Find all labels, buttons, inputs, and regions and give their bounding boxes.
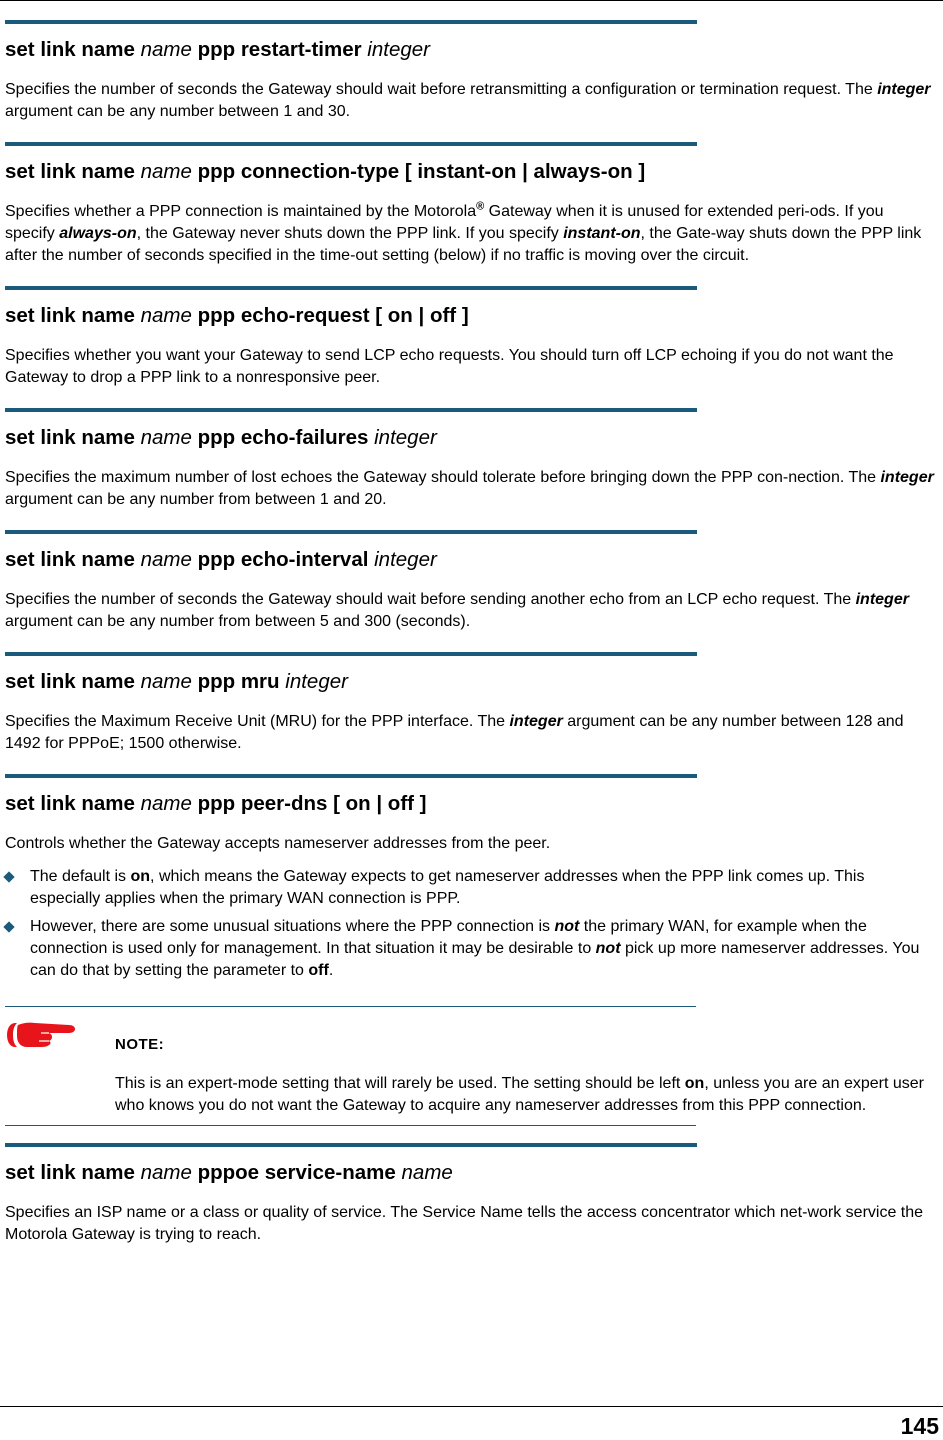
note-bottom-line — [5, 1125, 696, 1126]
command-description: Specifies the number of seconds the Gateway should wait before sending another echo from an LCP echo request. The integer argument can be any number from between 5 and 300 (seconds). — [5, 591, 909, 630]
section-ppp-connection-type — [5, 142, 937, 267]
note-label: NOTE: — [115, 1036, 165, 1053]
page-content — [5, 20, 937, 1265]
list-item: However, there are some unusual situations where the PPP connection is not the primary WAN, for example when the connection is used only for management. In that situation it may be desirable to not pick up more nameserver addresses. You can do that by setting the parameter to off. — [5, 916, 937, 982]
section-ppp-peer-dns — [5, 774, 937, 1143]
section-ppp-mru — [5, 652, 937, 755]
command-heading: set link name name pppoe service-name name — [5, 1161, 453, 1184]
command-heading: set link name name ppp echo-failures integer — [5, 426, 437, 449]
section-rule — [5, 530, 697, 534]
command-description: Specifies the number of seconds the Gateway should wait before retransmitting a configuration or termination request. The integer argument can be any number between 1 and 30. — [5, 81, 931, 120]
command-heading: set link name name ppp peer-dns [ on | off ] — [5, 792, 427, 815]
note-text: This is an expert-mode setting that will rarely be used. The setting should be left on, unless you are an expert user who knows you do not want the Gateway to acquire any nameserver addresses from this PPP connection. — [115, 1075, 925, 1114]
command-heading: set link name name ppp connection-type [ instant-on | always-on ] — [5, 160, 646, 183]
diamond-bullet-icon — [3, 921, 14, 932]
section-ppp-echo-request — [5, 286, 937, 389]
command-description: Specifies the maximum number of lost echoes the Gateway should tolerate before bringing down the PPP con-nection. The integer argument can be any number from between 1 and 20. — [5, 469, 934, 508]
command-heading: set link name name ppp mru integer — [5, 670, 348, 693]
section-rule — [5, 408, 697, 412]
section-pppoe-service-name — [5, 1143, 937, 1246]
section-ppp-echo-interval — [5, 530, 937, 633]
section-rule — [5, 774, 697, 778]
note-box — [5, 1006, 937, 1126]
command-description: Controls whether the Gateway accepts nameserver addresses from the peer. — [5, 835, 551, 852]
diamond-bullet-icon — [3, 871, 14, 882]
section-rule — [5, 1143, 697, 1147]
top-border — [0, 0, 943, 1]
list-item: The default is on, which means the Gateway expects to get nameserver addresses when the PPP link comes up. This especially applies when the primary WAN connection is PPP. — [5, 866, 937, 910]
note-body — [5, 1007, 937, 1117]
pointing-hand-icon — [5, 1019, 77, 1049]
command-description: Specifies whether a PPP connection is maintained by the Motorola® Gateway when it is unused for extended peri-ods. If you specify always-on, the Gateway never shuts down the PPP link. If you specify instant-on, the Gate-way shuts down the PPP link after the number of seconds specified in the time-out setting (below) if no traffic is moving over the circuit. — [5, 200, 922, 264]
bullet-list — [5, 866, 937, 982]
footer-rule — [0, 1406, 943, 1407]
section-rule — [5, 142, 697, 146]
section-rule — [5, 652, 697, 656]
command-description: Specifies an ISP name or a class or quality of service. The Service Name tells the access concentrator which net-work service the Motorola Gateway is trying to reach. — [5, 1204, 924, 1243]
section-rule — [5, 20, 697, 24]
section-ppp-restart-timer — [5, 20, 937, 123]
command-description: Specifies whether you want your Gateway to send LCP echo requests. You should turn off LCP echoing if you do not want the Gateway to drop a PPP link to a nonresponsive peer. — [5, 347, 894, 386]
command-description: Specifies the Maximum Receive Unit (MRU) for the PPP interface. The integer argument can be any number between 128 and 1492 for PPPoE; 1500 otherwise. — [5, 713, 904, 752]
page-number: 145 — [900, 1413, 939, 1439]
section-ppp-echo-failures — [5, 408, 937, 511]
command-heading: set link name name ppp echo-request [ on | off ] — [5, 304, 469, 327]
command-heading: set link name name ppp echo-interval integer — [5, 548, 437, 571]
command-heading: set link name name ppp restart-timer integer — [5, 38, 430, 61]
section-rule — [5, 286, 697, 290]
